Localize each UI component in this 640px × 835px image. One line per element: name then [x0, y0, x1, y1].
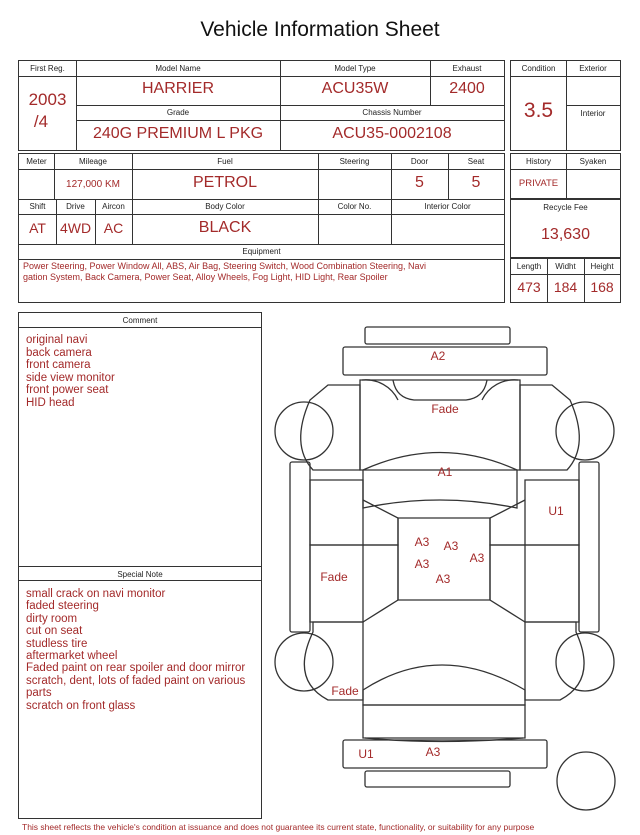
- left-front-door: [310, 480, 363, 545]
- special-note-item: small crack on navi monitor: [26, 588, 166, 600]
- seat-value: 5: [471, 174, 481, 191]
- hood-outline: [360, 380, 520, 470]
- comment-item: front power seat: [26, 384, 109, 397]
- chassis-number-label: Chassis Number: [362, 108, 422, 117]
- fuel-label: Fuel: [217, 157, 233, 166]
- length-value: 473: [517, 279, 541, 295]
- special-note-item: dirty room: [26, 612, 78, 625]
- exhaust-value: 2400: [449, 80, 485, 97]
- damage-mark: A3: [414, 557, 430, 571]
- aircon-value: AC: [103, 220, 124, 236]
- special-note-label: Special Note: [117, 570, 163, 579]
- comment-item: side view monitor: [26, 371, 115, 384]
- grade-label: Grade: [166, 108, 190, 117]
- damage-mark: U1: [548, 504, 564, 518]
- comment-item: original navi: [26, 334, 88, 346]
- rear-right-fender: [525, 622, 584, 700]
- rear-bumper-bottom: [365, 771, 510, 787]
- interior-color-label: Interior Color: [424, 202, 471, 211]
- damage-mark: Fade: [431, 402, 459, 416]
- steering-label: Steering: [339, 157, 370, 166]
- chassis-number-value: ACU35-0002108: [332, 125, 452, 142]
- damage-mark: A3: [443, 539, 459, 553]
- mileage-label: Mileage: [78, 157, 107, 166]
- first-reg-year: 2003: [28, 90, 67, 109]
- history-value: PRIVATE: [518, 178, 559, 189]
- special-note-item: faded steering: [26, 600, 99, 613]
- grade-value: 240G PREMIUM L PKG: [92, 125, 264, 142]
- history-label: History: [526, 157, 551, 166]
- damage-mark: A3: [414, 535, 430, 549]
- front-left-wheel: [275, 402, 333, 460]
- front-right-wheel: [556, 402, 614, 460]
- front-right-fender: [520, 385, 579, 470]
- fuel-value: PETROL: [192, 174, 257, 191]
- width-label: Widht: [555, 262, 576, 271]
- drive-value: 4WD: [59, 220, 92, 236]
- width-value: 184: [553, 279, 578, 295]
- windshield: [363, 453, 517, 509]
- front-bumper-top: [365, 327, 510, 344]
- height-value: 168: [590, 279, 614, 295]
- model-type-value: ACU35W: [321, 80, 389, 97]
- special-note-item: studless tire: [26, 637, 88, 650]
- left-sill: [290, 462, 310, 632]
- special-note-item: Faded paint on rear spoiler and door mirror: [26, 662, 246, 675]
- equipment-value: Power Steering, Power Window All, ABS, Air Bag, Steering Switch, Wood Combination Steering, Navigation System, Back Camera, Power Seat, Alloy Wheels, Fog Light, HID Light, Rear Spoiler: [23, 261, 427, 282]
- recycle-fee-value: 13,630: [541, 226, 590, 243]
- door-value: 5: [415, 174, 424, 191]
- comment-item: back camera: [26, 346, 92, 359]
- model-name-value: HARRIER: [141, 80, 214, 97]
- special-note-item: scratch on front glass: [26, 699, 136, 712]
- page-title: Vehicle Information Sheet: [200, 18, 440, 41]
- length-label: Length: [516, 262, 542, 271]
- first-reg-label: First Reg.: [30, 64, 65, 73]
- height-label: Height: [590, 262, 614, 271]
- shift-label: Shift: [29, 202, 46, 211]
- exhaust-label: Exhaust: [452, 64, 482, 73]
- special-note-item: aftermarket wheel: [26, 650, 118, 663]
- model-name-label: Model Name: [155, 64, 201, 73]
- spare-wheel: [557, 752, 615, 810]
- damage-mark: A3: [425, 745, 441, 759]
- rear-glass: [363, 665, 525, 705]
- condition-label: Condition: [521, 64, 556, 73]
- seat-label: Seat: [467, 157, 485, 166]
- comment-label: Comment: [122, 316, 158, 325]
- tailgate: [363, 705, 525, 738]
- shift-value: AT: [29, 220, 46, 236]
- damage-mark: A1: [437, 465, 453, 479]
- damage-mark: A3: [469, 551, 485, 565]
- condition-value: 3.5: [523, 99, 554, 122]
- door-label: Door: [410, 157, 429, 166]
- equipment-label: Equipment: [242, 247, 281, 256]
- front-left-fender: [301, 385, 360, 470]
- body-color-value: BLACK: [198, 219, 252, 236]
- damage-mark: Fade: [320, 570, 348, 584]
- recycle-fee-label: Recycle Fee: [543, 203, 588, 212]
- syaken-label: Syaken: [579, 157, 607, 166]
- meter-label: Meter: [26, 157, 47, 166]
- right-sill: [579, 462, 599, 632]
- first-reg-month: /4: [33, 112, 49, 131]
- damage-mark: Fade: [331, 684, 359, 698]
- comment-item: front camera: [26, 359, 91, 372]
- damage-mark: A2: [430, 349, 446, 363]
- body-color-label: Body Color: [205, 202, 245, 211]
- right-rear-door: [525, 545, 579, 622]
- damage-mark: U1: [358, 747, 374, 761]
- comment-item: HID head: [26, 396, 75, 409]
- exterior-label: Exterior: [579, 64, 607, 73]
- mileage-value: 127,000 KM: [66, 179, 120, 190]
- drive-label: Drive: [66, 202, 85, 211]
- special-note-item: scratch, dent, lots of faded paint on various parts: [26, 674, 246, 700]
- aircon-label: Aircon: [102, 202, 125, 211]
- damage-mark: A3: [435, 572, 451, 586]
- hood-front-curve: [393, 380, 487, 400]
- rear-right-wheel: [556, 633, 614, 691]
- special-note-item: cut on seat: [26, 625, 83, 638]
- interior-label: Interior: [580, 109, 606, 118]
- model-type-label: Model Type: [334, 64, 376, 73]
- color-no-label: Color No.: [337, 202, 372, 211]
- disclaimer-footer: This sheet reflects the vehicle's condition at issuance and does not guarantee its current state, functionality, or suitability for any purpose: [22, 822, 535, 832]
